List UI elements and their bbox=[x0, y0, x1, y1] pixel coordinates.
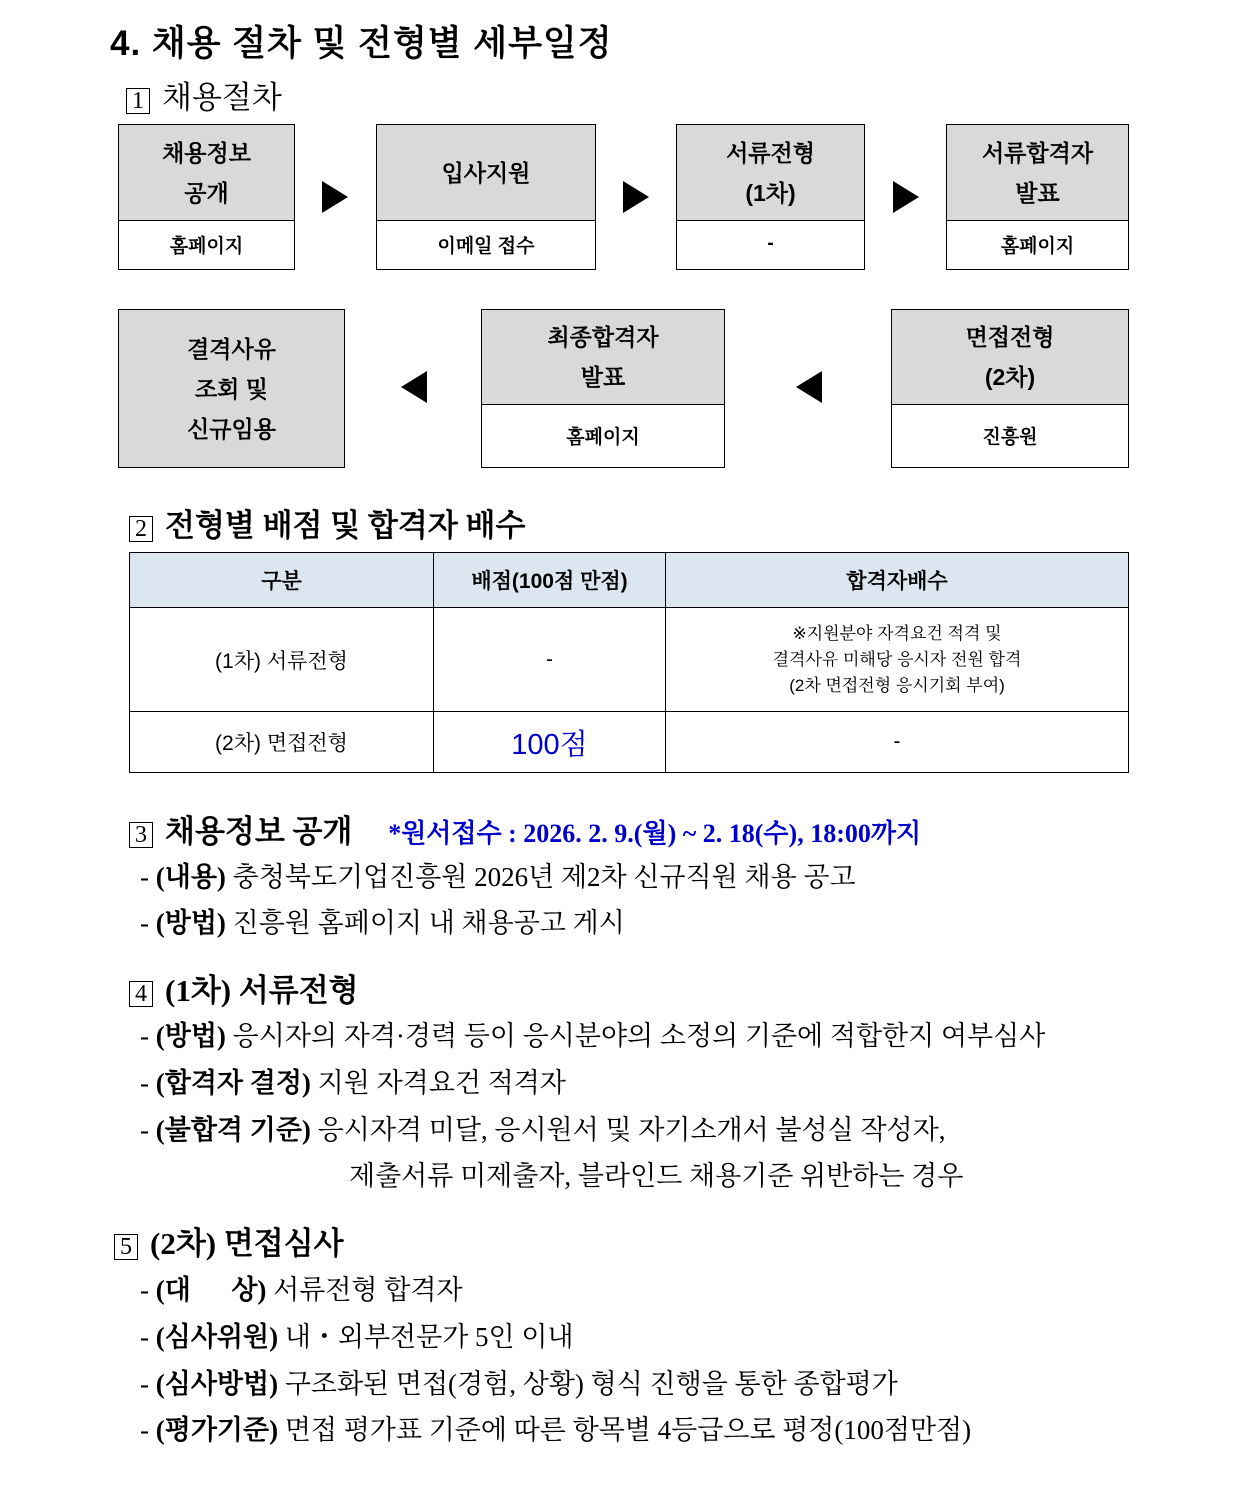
section-number: 1 bbox=[126, 88, 150, 114]
item-label: (방법) bbox=[155, 1021, 226, 1051]
section-1-heading bbox=[126, 72, 282, 117]
arrow-left-icon bbox=[401, 371, 427, 403]
list-item: - (방법) 진흥원 홈페이지 내 채용공고 게시 bbox=[140, 908, 625, 938]
list-item-continuation: 제출서류 미제출자, 블라인드 채용기준 위반하는 경우 bbox=[349, 1161, 964, 1191]
item-text: 서류전형 합격자 bbox=[273, 1275, 463, 1305]
item-text: 구조화된 면접(경험, 상황) 형식 진행을 통한 종합평가 bbox=[284, 1369, 898, 1399]
section-3-heading bbox=[129, 806, 921, 851]
item-label: (심사방법) bbox=[155, 1369, 279, 1399]
list-item: - (불합격 기준) 응시자격 미달, 응시원서 및 자기소개서 불성실 작성자, bbox=[140, 1115, 946, 1145]
item-label: (내용) bbox=[155, 862, 226, 892]
flow-step-method: - bbox=[767, 233, 774, 254]
item-label: (합격자 결정) bbox=[155, 1068, 311, 1098]
flow-step-final-announcement bbox=[481, 309, 725, 468]
column-header: 배점(100점 만점) bbox=[434, 553, 666, 608]
flow-step-method: 이메일 접수 bbox=[437, 235, 535, 257]
flow-step-document-screening bbox=[676, 124, 865, 270]
section-2-heading bbox=[129, 500, 525, 545]
section-title: 채용절차 bbox=[162, 80, 282, 115]
list-item: - (심사위원) 내・외부전문가 5인 이내 bbox=[140, 1322, 574, 1352]
flow-step-interview bbox=[891, 309, 1129, 468]
arrow-right-icon bbox=[322, 181, 348, 213]
section-title: 채용정보 공개 bbox=[165, 814, 353, 849]
item-label: (불합격 기준) bbox=[155, 1115, 311, 1145]
arrow-right-icon bbox=[893, 181, 919, 213]
section-title: 전형별 배점 및 합격자 배수 bbox=[165, 508, 526, 543]
item-text: 응시자격 미달, 응시원서 및 자기소개서 불성실 작성자, bbox=[317, 1115, 946, 1145]
section-number: 2 bbox=[129, 516, 153, 542]
item-label: (대 상) bbox=[155, 1275, 267, 1305]
list-item: - (평가기준) 면접 평가표 기준에 따른 항목별 4등급으로 평정(100점만점) bbox=[140, 1415, 972, 1445]
flow-step-method: 홈페이지 bbox=[566, 426, 640, 448]
flow-step-method: 홈페이지 bbox=[1000, 235, 1075, 257]
page-title: 4. 채용 절차 및 전형별 세부일정 bbox=[110, 24, 613, 63]
flow-step-job-posting bbox=[118, 124, 295, 270]
item-text: 지원 자격요건 적격자 bbox=[317, 1068, 566, 1098]
ratio-cell: - bbox=[666, 712, 1129, 773]
flow-step-appointment: 결격사유 조회 및 신규임용 bbox=[118, 309, 345, 468]
item-label: (심사위원) bbox=[155, 1322, 279, 1352]
score-cell: - bbox=[434, 608, 666, 712]
stage-cell: (1차) 서류전형 bbox=[130, 608, 434, 712]
list-item: - (내용) 충청북도기업진흥원 2026년 제2차 신규직원 채용 공고 bbox=[140, 862, 856, 892]
section-title: (2차) 면접심사 bbox=[150, 1226, 344, 1261]
flow-step-title: 면접전형 (2차) bbox=[892, 310, 1128, 405]
list-item: - (합격자 결정) 지원 자격요건 적격자 bbox=[140, 1068, 566, 1098]
item-label: (평가기준) bbox=[155, 1415, 279, 1445]
arrow-right-icon bbox=[623, 181, 649, 213]
column-header: 합격자배수 bbox=[666, 553, 1129, 608]
score-cell: 100점 bbox=[434, 712, 666, 773]
flow-step-title: 최종합격자 발표 bbox=[482, 310, 724, 405]
score-table bbox=[129, 552, 1129, 773]
arrow-left-icon bbox=[796, 371, 822, 403]
section-number: 3 bbox=[129, 822, 153, 848]
flow-step-title: 채용정보 공개 bbox=[119, 125, 294, 221]
flow-step-method: 진흥원 bbox=[982, 426, 1038, 448]
item-text: 내・외부전문가 5인 이내 bbox=[284, 1322, 574, 1352]
flow-step-title: 서류합격자 발표 bbox=[947, 125, 1128, 221]
table-header-row bbox=[130, 553, 1129, 608]
section-number: 4 bbox=[129, 981, 153, 1007]
item-text: 면접 평가표 기준에 따른 항목별 4등급으로 평정(100점만점) bbox=[284, 1415, 972, 1445]
flow-step-title: 입사지원 bbox=[377, 125, 595, 221]
table-row bbox=[130, 608, 1129, 712]
table-row bbox=[130, 712, 1129, 773]
list-item: - (대 상) 서류전형 합격자 bbox=[140, 1275, 463, 1305]
list-item: - (방법) 응시자의 자격·경력 등이 응시분야의 소정의 기준에 적합한지 여부심사 bbox=[140, 1021, 1046, 1051]
section-number: 5 bbox=[114, 1234, 138, 1260]
ratio-cell: ※지원분야 자격요건 적격 및 결격사유 미해당 응시자 전원 합격 (2차 면접전형 응시기회 부여) bbox=[666, 608, 1129, 712]
section-4-heading bbox=[129, 965, 359, 1010]
flow-step-application bbox=[376, 124, 596, 270]
application-deadline: *원서접수 : 2026. 2. 9.(월) ~ 2. 18(수), 18:00까지 bbox=[388, 819, 922, 848]
flow-step-method: 홈페이지 bbox=[169, 235, 244, 257]
section-title: (1차) 서류전형 bbox=[165, 973, 359, 1008]
item-text: 진흥원 홈페이지 내 채용공고 게시 bbox=[232, 908, 625, 938]
item-text: 응시자의 자격·경력 등이 응시분야의 소정의 기준에 적합한지 여부심사 bbox=[232, 1021, 1046, 1051]
item-label: (방법) bbox=[155, 908, 226, 938]
flow-step-document-pass-announcement bbox=[946, 124, 1129, 270]
list-item: - (심사방법) 구조화된 면접(경험, 상황) 형식 진행을 통한 종합평가 bbox=[140, 1369, 898, 1399]
stage-cell: (2차) 면접전형 bbox=[130, 712, 434, 773]
section-5-heading bbox=[114, 1218, 344, 1263]
flow-step-title: 서류전형 (1차) bbox=[677, 125, 864, 221]
column-header: 구분 bbox=[130, 553, 434, 608]
item-text: 충청북도기업진흥원 2026년 제2차 신규직원 채용 공고 bbox=[232, 862, 856, 892]
